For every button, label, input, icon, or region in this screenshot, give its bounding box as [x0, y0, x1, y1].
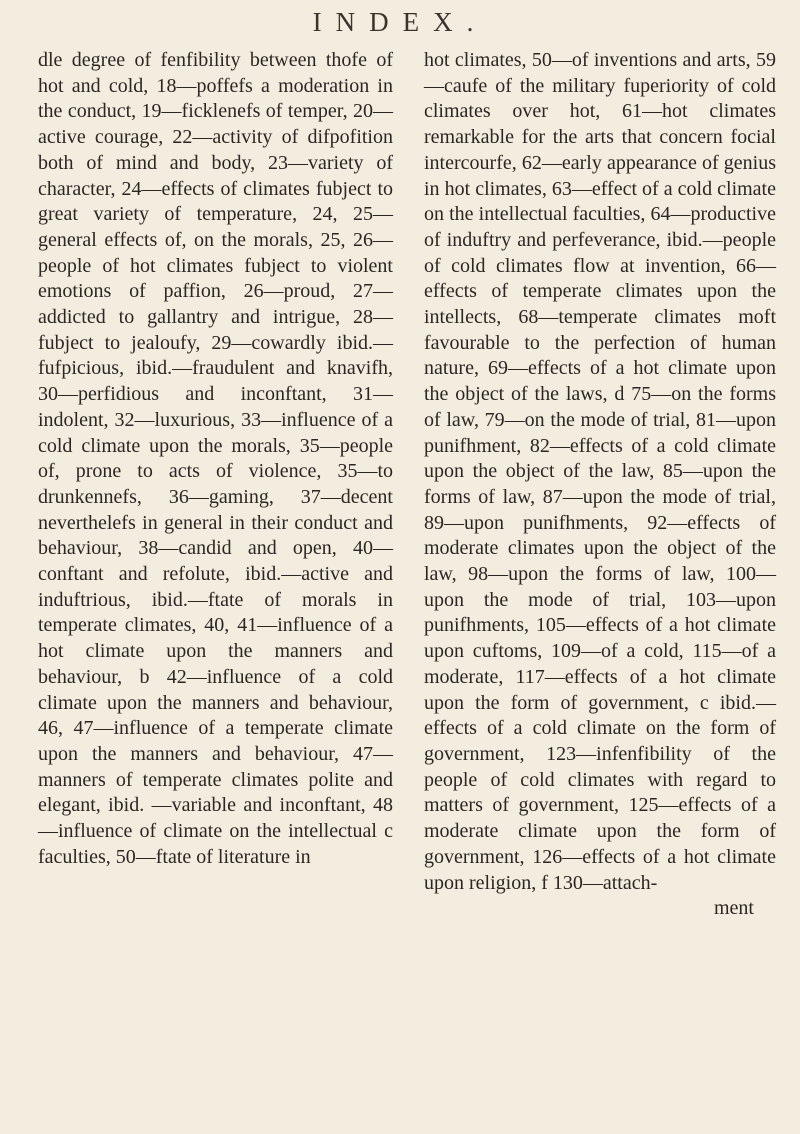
catchword: ment [714, 897, 754, 920]
left-column [38, 48, 393, 1128]
running-header: INDEX. [312, 7, 488, 37]
right-column-text: hot climates, 50—of inventions and arts, 59—caufe of the military fuperiority of cold climates over hot, 61—hot climates remarkable for the arts that concern focial intercourfe, 62—early appearance of genius in hot climates, 63—effect of a cold climate on the intellectual faculties, 64—productive of induftry and perfeverance, ibid.—people of cold climates flow at invention, 66—effects of temperate climates upon the intellects, 68—temperate climates moft favourable to the perfection of human nature, 69—effects of a hot climate upon the object of the laws, d 75—on the forms of law, 79—on the mode of trial, 81—upon punifhment, 82—effects of a cold climate upon the object of the law, 85—upon the forms of law, 87—upon the mode of trial, 89—upon punifhments, 92—effects of moderate climates upon the object of the law, 98—upon the forms of law, 100—upon the mode of trial, 103—upon punifhments, 105—effects of a hot climate upon cuftoms, 109—of a cold, 115—of a moderate, 117—effects of a hot climate upon the form of government, c ibid.—effects of a cold climate on the form of government, 123—infenfibility of the people of cold climates with regard to matters of government, 125—effects of a moderate climate upon the form of government, 126—effects of a hot climate upon religion, f 130—attach- [424, 49, 776, 894]
right-column [424, 48, 776, 1128]
left-column-text: dle degree of fenfibility between thofe of hot and cold, 18—poffefs a moderation in the conduct, 19—ficklenefs of temper, 20—active courage, 22—activity of difpofition both of mind and body, 23—variety of character, 24—effects of climates fubject to great variety of temperature, 24, 25—general effects of, on the morals, 25, 26—people of hot climates fubject to violent emotions of paffion, 26—proud, 27—addicted to gallantry and intrigue, 28—fubject to jealoufy, 29—cowardly ibid.—fufpicious, ibid.—fraudulent and knavifh, 30—perfidious and inconftant, 31—indolent, 32—luxurious, 33—influence of a cold climate upon the morals, 35—people of, prone to acts of violence, 35—to drunkennefs, 36—gaming, 37—decent neverthelefs in general in their conduct and behaviour, 38—candid and open, 40—conftant and refolute, ibid.—active and induftrious, ibid.—ftate of morals in temperate climates, 40, 41—influence of a hot climate upon the manners and behaviour, b 42—influence of a cold climate upon the manners and behaviour, 46, 47—influence of a temperate climate upon the manners and behaviour, 47—manners of temperate climates polite and elegant, ibid. —variable and inconftant, 48—influence of climate on the intellectual c faculties, 50—ftate of literature in [38, 49, 393, 868]
